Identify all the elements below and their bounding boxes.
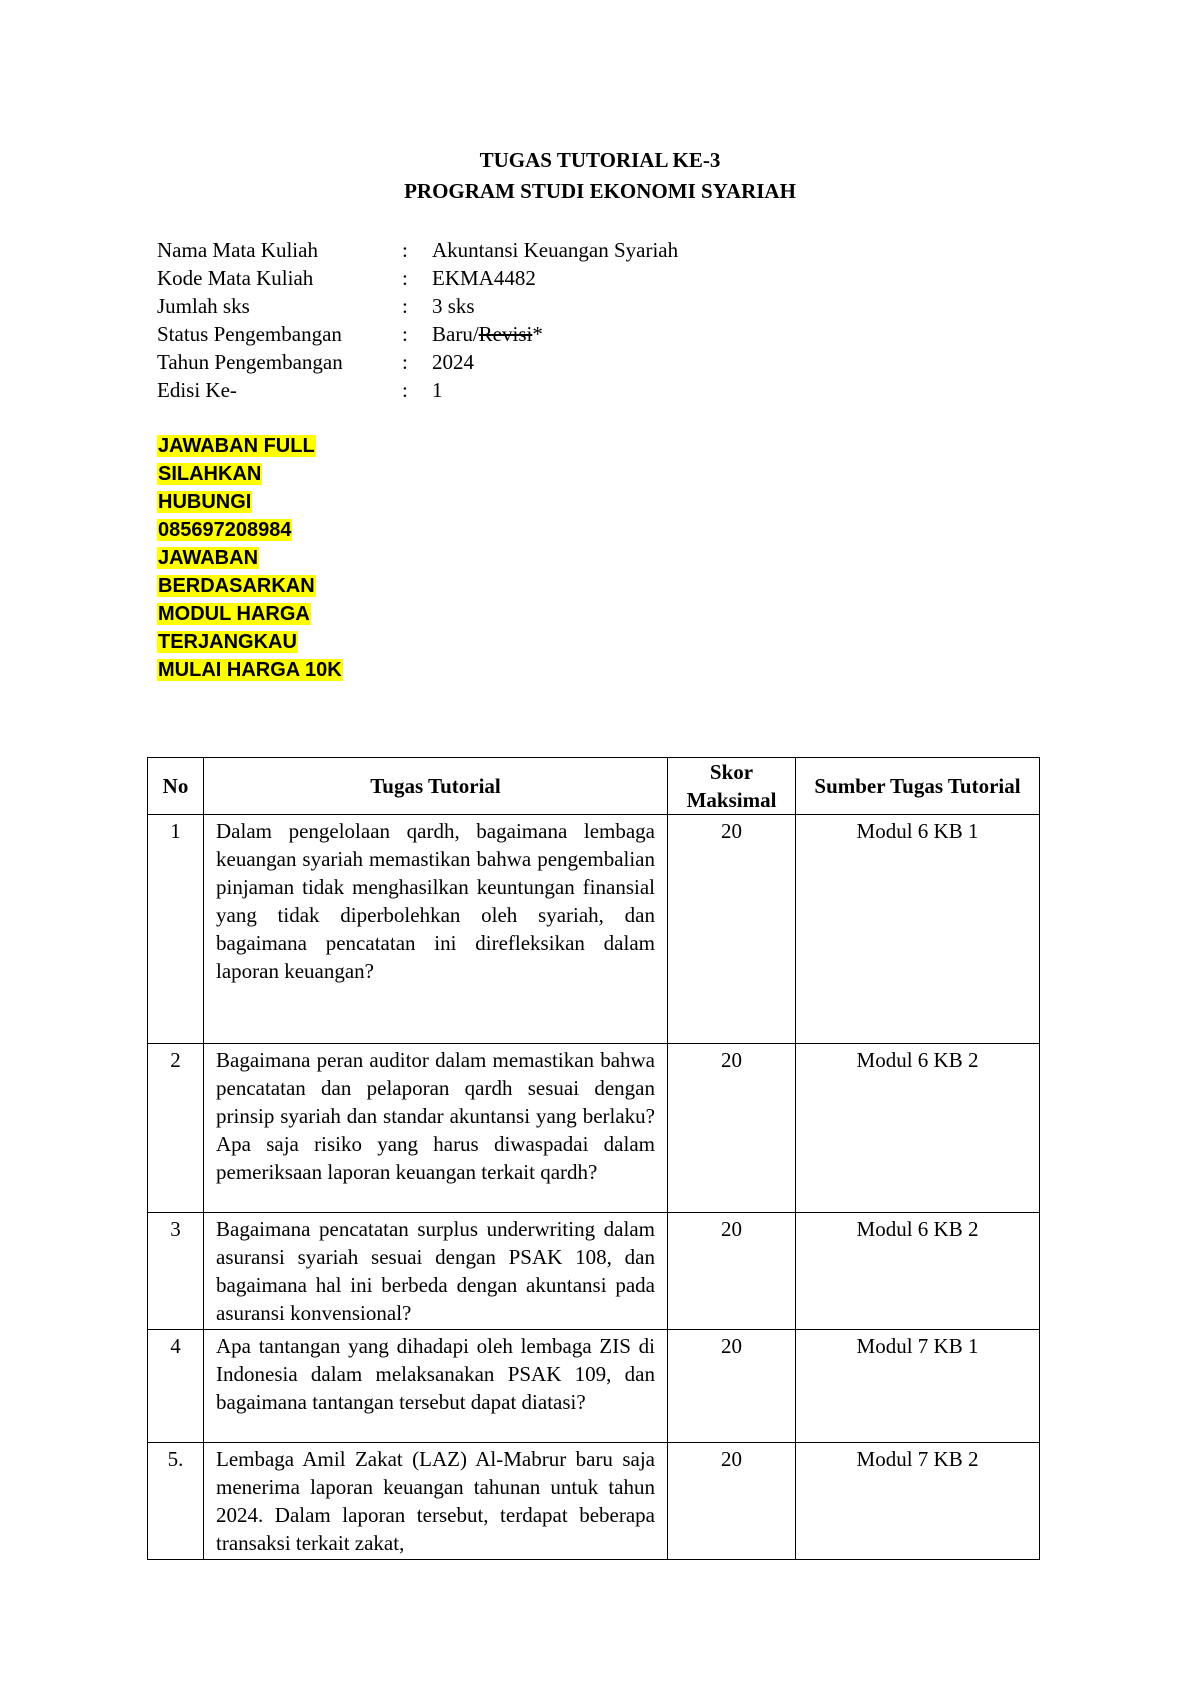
info-colon: :	[402, 322, 408, 346]
promo-line	[157, 572, 343, 600]
promo-text: BERDASARKAN	[158, 575, 315, 597]
status-asterisk: *	[532, 322, 543, 346]
promo-line	[157, 460, 343, 488]
table-row	[148, 815, 1040, 1044]
info-value	[432, 320, 543, 348]
info-label: Edisi Ke-	[157, 378, 237, 402]
cell-task: Lembaga Amil Zakat (LAZ) Al-Mabrur baru saja menerima laporan keuangan tahunan untuk tahun 2024. Dalam laporan tersebut, terdapat beberapa transaksi terkait zakat,	[204, 1443, 668, 1560]
info-value: 3 sks	[432, 294, 475, 318]
cell-no: 5.	[148, 1443, 204, 1560]
promo-text: HUBUNGI	[158, 491, 252, 513]
cell-source: Modul 6 KB 2	[796, 1213, 1040, 1330]
promo-line	[157, 600, 343, 628]
info-value: Akuntansi Keuangan Syariah	[432, 238, 679, 262]
info-label: Nama Mata Kuliah	[157, 238, 318, 262]
cell-no: 2	[148, 1044, 204, 1213]
info-value: EKMA4482	[432, 266, 536, 290]
cell-score: 20	[668, 1330, 796, 1443]
info-label: Kode Mata Kuliah	[157, 266, 314, 290]
cell-task: Bagaimana pencatatan surplus underwriting dalam asuransi syariah sesuai dengan PSAK 108, dan bagaimana hal ini berbeda dengan akuntansi pada asuransi konvensional?	[204, 1213, 668, 1330]
cell-no: 4	[148, 1330, 204, 1443]
header-no: No	[148, 758, 204, 815]
promo-text: SILAHKAN	[158, 463, 262, 485]
table-row	[148, 1213, 1040, 1330]
info-label: Status Pengembangan	[157, 322, 342, 346]
info-value: 2024	[432, 350, 474, 374]
info-label: Tahun Pengembangan	[157, 350, 343, 374]
promo-highlight	[157, 432, 343, 684]
info-colon: :	[402, 238, 408, 262]
header-source: Sumber Tugas Tutorial	[796, 758, 1040, 815]
info-colon: :	[402, 378, 408, 402]
cell-source: Modul 6 KB 1	[796, 815, 1040, 1044]
cell-score: 20	[668, 1443, 796, 1560]
cell-score: 20	[668, 1044, 796, 1213]
info-colon: :	[402, 294, 408, 318]
table-row	[148, 1443, 1040, 1560]
promo-phone: 085697208984	[158, 519, 292, 541]
header-task: Tugas Tutorial	[204, 758, 668, 815]
table-header-row	[148, 758, 1040, 815]
cell-source: Modul 7 KB 1	[796, 1330, 1040, 1443]
promo-text: MODUL HARGA	[158, 603, 310, 625]
info-value: 1	[432, 378, 443, 402]
document-subtitle: PROGRAM STUDI EKONOMI SYARIAH	[404, 179, 796, 203]
promo-line	[157, 516, 343, 544]
cell-source: Modul 7 KB 2	[796, 1443, 1040, 1560]
cell-no: 1	[148, 815, 204, 1044]
status-revision-struck: Revisi	[478, 322, 533, 346]
promo-line	[157, 628, 343, 656]
document-title: TUGAS TUTORIAL KE-3	[479, 148, 721, 172]
cell-no: 3	[148, 1213, 204, 1330]
task-table	[147, 757, 1040, 1560]
cell-score: 20	[668, 1213, 796, 1330]
promo-text: JAWABAN	[158, 547, 259, 569]
promo-text: JAWABAN FULL	[158, 435, 315, 457]
promo-text: MULAI HARGA 10K	[158, 659, 342, 681]
status-new: Baru/	[432, 322, 479, 346]
table-row	[148, 1044, 1040, 1213]
cell-task: Apa tantangan yang dihadapi oleh lembaga ZIS di Indonesia dalam melaksanakan PSAK 109, dan bagaimana tantangan tersebut dapat diatasi?	[204, 1330, 668, 1443]
promo-line	[157, 544, 343, 572]
promo-line	[157, 656, 343, 684]
cell-task: Dalam pengelolaan qardh, bagaimana lembaga keuangan syariah memastikan bahwa pengembalian pinjaman tidak menghasilkan keuntungan finansial yang tidak diperbolehkan oleh syariah, dan bagaimana pencatatan ini direfleksikan dalam laporan keuangan?	[204, 815, 668, 1044]
header-score: Skor Maksimal	[668, 758, 796, 815]
info-label: Jumlah sks	[157, 294, 250, 318]
promo-line	[157, 488, 343, 516]
promo-text: TERJANGKAU	[158, 631, 297, 653]
table-row	[148, 1330, 1040, 1443]
cell-source: Modul 6 KB 2	[796, 1044, 1040, 1213]
cell-score: 20	[668, 815, 796, 1044]
info-colon: :	[402, 266, 408, 290]
cell-task: Bagaimana peran auditor dalam memastikan bahwa pencatatan dan pelaporan qardh sesuai dengan prinsip syariah dan standar akuntansi yang berlaku? Apa saja risiko yang harus diwaspadai dalam pemeriksaan laporan keuangan terkait qardh?	[204, 1044, 668, 1213]
promo-line	[157, 432, 343, 460]
info-colon: :	[402, 350, 408, 374]
